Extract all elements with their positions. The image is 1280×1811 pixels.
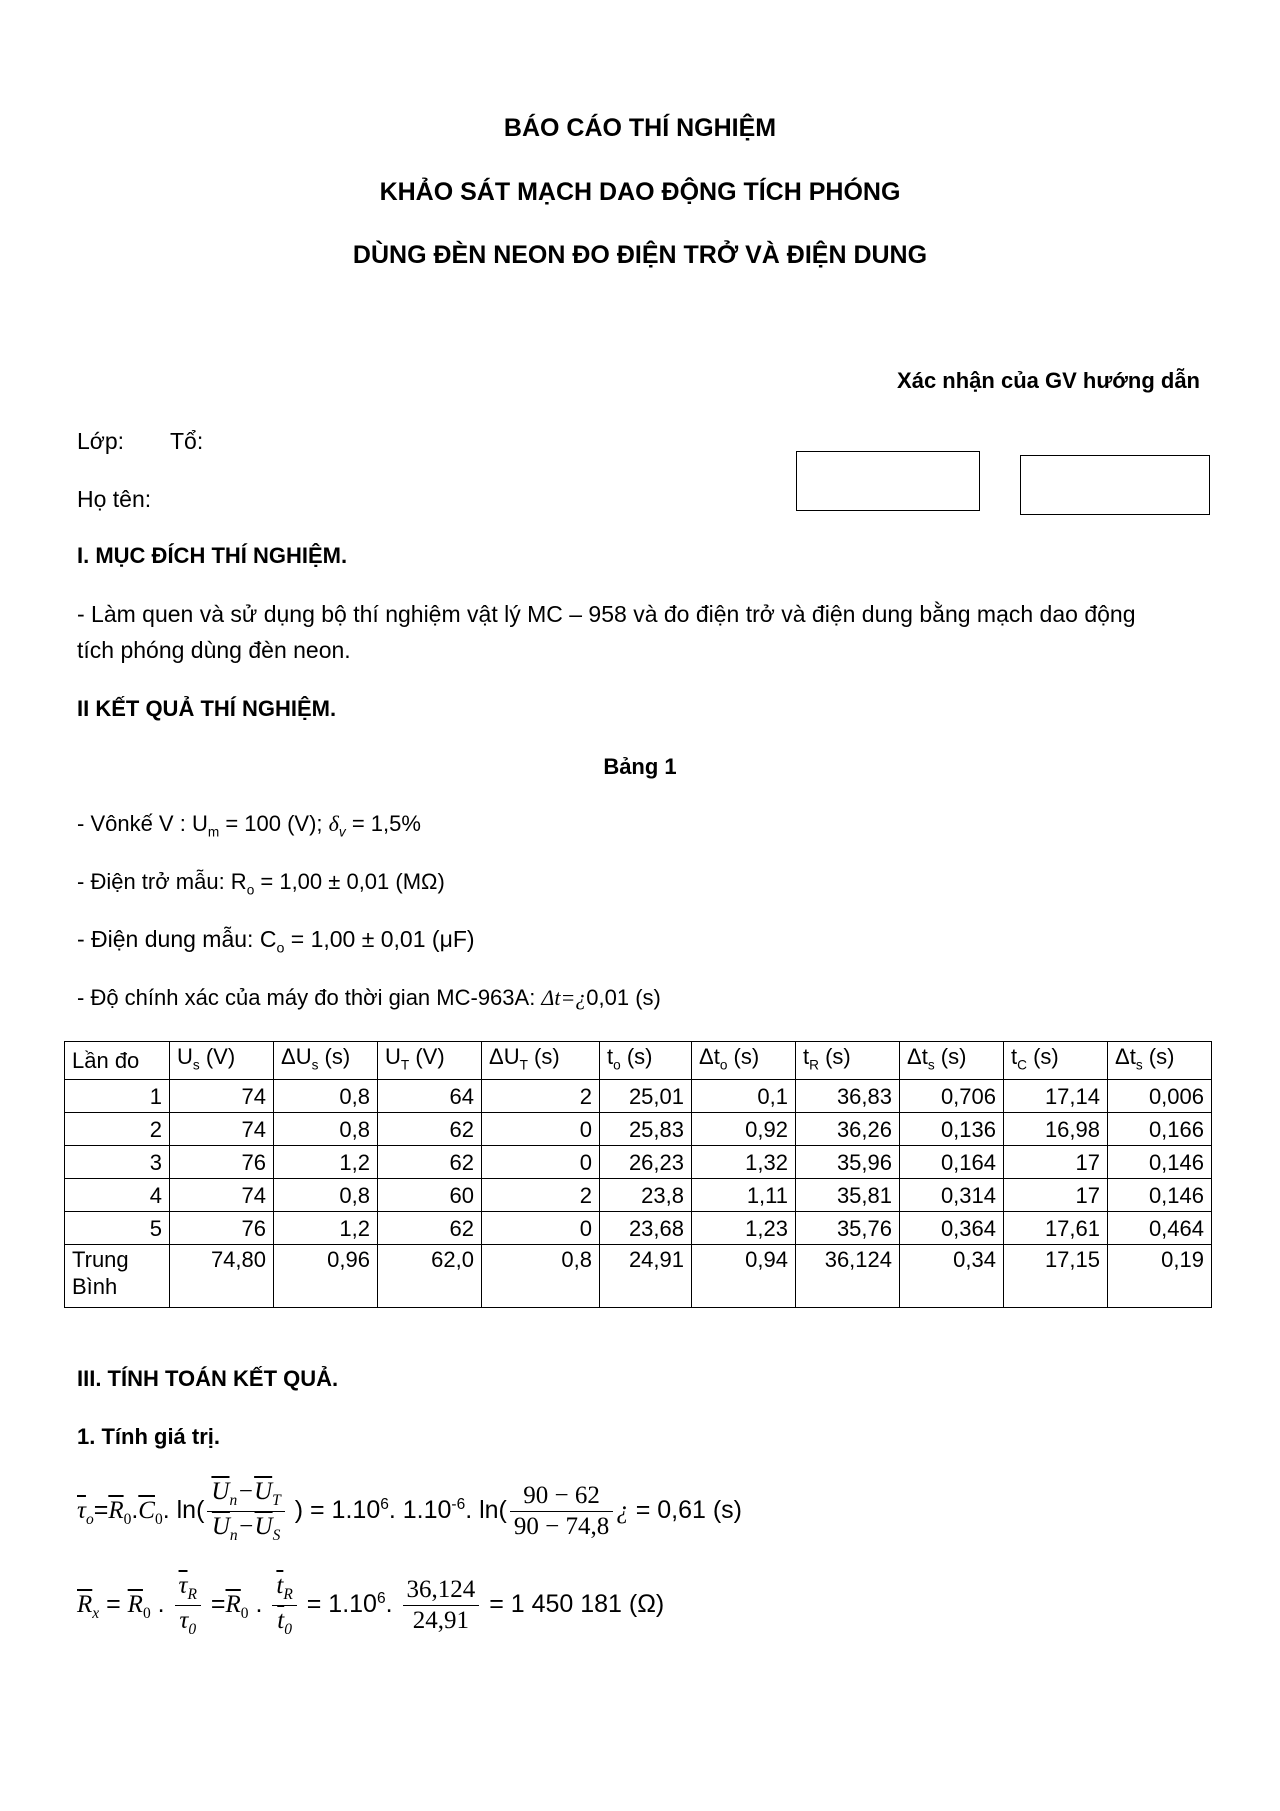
table-cell: 35,81 [796, 1179, 900, 1212]
table-cell: 17 [1004, 1146, 1108, 1179]
header-cell: $t_o$ (s) [600, 1042, 692, 1080]
table-cell: 0,006 [1108, 1080, 1212, 1113]
table-row [65, 1113, 1212, 1146]
average-cell: 0,8 [482, 1245, 600, 1308]
table-cell: 0,314 [900, 1179, 1004, 1212]
table-cell: 16,98 [1004, 1113, 1108, 1146]
table-header-row [65, 1042, 1212, 1080]
teacher-confirmation-label: Xác nhận của GV hướng dẫn [897, 368, 1200, 393]
table-cell: 0,166 [1108, 1113, 1212, 1146]
table-cell: 0,92 [692, 1113, 796, 1146]
table-cell: 2 [482, 1080, 600, 1113]
table-cell: 74 [170, 1113, 274, 1146]
table-cell: 1,11 [692, 1179, 796, 1212]
average-cell: 74,80 [170, 1245, 274, 1308]
header-cell: $U_T$ (V) [378, 1042, 482, 1080]
table-cell: 0,164 [900, 1146, 1004, 1179]
table-cell: 25,83 [600, 1113, 692, 1146]
table-row [65, 1080, 1212, 1113]
header-cell: $\Delta t_o$ (s) [692, 1042, 796, 1080]
table-cell: 0,706 [900, 1080, 1004, 1113]
header-cell: $t_C$ (s) [1004, 1042, 1108, 1080]
table-cell: 35,76 [796, 1212, 900, 1245]
table-cell: 25,01 [600, 1080, 692, 1113]
table-cell: 62 [378, 1146, 482, 1179]
table-cell: 5 [65, 1212, 170, 1245]
table-cell: 60 [378, 1179, 482, 1212]
section-1-heading: I. MỤC ĐÍCH THÍ NGHIỆM. [77, 543, 348, 568]
average-label: Trung Bình [65, 1245, 170, 1308]
table-cell: 1 [65, 1080, 170, 1113]
header-cell: $U_s$ (V) [170, 1042, 274, 1080]
table-cell: 0,8 [274, 1113, 378, 1146]
measurement-table [64, 1041, 1212, 1308]
purpose-line-2: tích phóng dùng đèn neon. [77, 637, 351, 663]
table-cell: 23,68 [600, 1212, 692, 1245]
voltmeter-spec: - Vônkế V : $U_m = 100$ (V); $\delta_v = 1,5\%$ [77, 811, 421, 840]
result-fraction: $\frac{36,124}{24,91}$ [403, 1576, 480, 1635]
table-cell: 36,83 [796, 1080, 900, 1113]
table-cell: 0,1 [692, 1080, 796, 1113]
table-cell: 64 [378, 1080, 482, 1113]
capacitor-spec: - Điện dung mẫu: $C_o = 1,00 \pm 0,01$ (μF) [77, 926, 475, 957]
header-cell: $t_R$ (s) [796, 1042, 900, 1080]
table-cell: 36,26 [796, 1113, 900, 1146]
tau-ratio-fraction: $\frac{\overline{\tau}_R}{\tau_0}$ [175, 1572, 201, 1639]
table-row [65, 1212, 1212, 1245]
table-title: Bảng 1 [603, 754, 677, 779]
table-row [65, 1146, 1212, 1179]
table-cell: 0,136 [900, 1113, 1004, 1146]
table-cell: 1,2 [274, 1212, 378, 1245]
table-cell: 0,146 [1108, 1146, 1212, 1179]
table-cell: 35,96 [796, 1146, 900, 1179]
table-cell: 62 [378, 1212, 482, 1245]
section-2-heading: II KẾT QUẢ THÍ NGHIỆM. [77, 696, 337, 721]
section-3-heading: III. TÍNH TOÁN KẾT QUẢ. [77, 1366, 339, 1391]
time-ratio-fraction: $\frac{\overline{t}_R}{\overline{t}_0}$ [272, 1572, 296, 1639]
average-cell: 62,0 [378, 1245, 482, 1308]
report-subtitle-1: KHẢO SÁT MẠCH DAO ĐỘNG TÍCH PHÓNG [379, 178, 901, 206]
average-cell: 0,96 [274, 1245, 378, 1308]
signature-box-1[interactable] [796, 451, 980, 511]
rx-formula: $\overline{R}_x = \overline{R}_0$ . $\frac{\overline{\tau}_R}{\tau_0}$ $=\overline{R}_0$ . $\frac{\overline{t}_R}{\overline{t}_0}$ = $1.10^6$. $\frac{36,124}{24,91}$ = 1 450 181 (Ω) [77, 1572, 665, 1638]
average-cell: 17,15 [1004, 1245, 1108, 1308]
table-cell: 0,364 [900, 1212, 1004, 1245]
table-cell: 0 [482, 1146, 600, 1179]
table-cell: 0 [482, 1113, 600, 1146]
table-cell: 1,32 [692, 1146, 796, 1179]
average-cell: 36,124 [796, 1245, 900, 1308]
table-cell: 4 [65, 1179, 170, 1212]
numeric-fraction: $\frac{90 - 62}{90 - 74,8}$ [510, 1482, 613, 1541]
timer-spec: - Độ chính xác của máy đo thời gian MC-963A: Δt=¿0,01 (s) [77, 985, 661, 1010]
table-cell: 2 [482, 1179, 600, 1212]
report-subtitle-2: DÙNG ĐÈN NEON ĐO ĐIỆN TRỞ VÀ ĐIỆN DUNG [352, 241, 928, 269]
table-cell: 0,146 [1108, 1179, 1212, 1212]
header-cell: $\Delta t_s$ (s) [900, 1042, 1004, 1080]
tau-formula: $\overline{\tau}_o=\overline{R}_0.\overline{C}_0$. ln( $\frac{\overline{U}_n-\overline{U}_T}{\overline{U}_n-\overline{U}_S}$ ) = $1.10^6$. $1.10^{-6}$. ln( $\frac{90 - 62}{90 - 74,8}$ ¿ = 0,61 (s) [77, 1478, 742, 1544]
table-cell: 0 [482, 1212, 600, 1245]
table-cell: 74 [170, 1179, 274, 1212]
table-cell: 74 [170, 1080, 274, 1113]
table-cell: 17,14 [1004, 1080, 1108, 1113]
table-cell: 0,8 [274, 1080, 378, 1113]
table-cell: 62 [378, 1113, 482, 1146]
table-cell: 3 [65, 1146, 170, 1179]
average-cell: 0,94 [692, 1245, 796, 1308]
report-title: BÁO CÁO THÍ NGHIỆM [503, 114, 777, 142]
resistor-spec: - Điện trở mẫu: $R_o = 1,00 \pm 0,01$ (MΩ) [77, 869, 445, 898]
table-cell: 26,23 [600, 1146, 692, 1179]
purpose-line-1: - Làm quen và sử dụng bộ thí nghiệm vật lý MC – 958 và đo điện trở và điện dung bằng mạch dao động [77, 601, 1136, 627]
header-cell: Lần đo [65, 1042, 170, 1080]
table-cell: 23,8 [600, 1179, 692, 1212]
section-3-subheading: 1. Tính giá trị. [77, 1424, 221, 1449]
table-cell: 17,61 [1004, 1212, 1108, 1245]
class-label: Lớp: [77, 428, 125, 454]
table-cell: 1,23 [692, 1212, 796, 1245]
table-cell: 2 [65, 1113, 170, 1146]
average-cell: 0,19 [1108, 1245, 1212, 1308]
average-cell: 0,34 [900, 1245, 1004, 1308]
table-cell: 76 [170, 1212, 274, 1245]
header-cell: $\Delta t_s$ (s) [1108, 1042, 1212, 1080]
table-average-row [65, 1245, 1212, 1308]
table-cell: 1,2 [274, 1146, 378, 1179]
table-cell: 17 [1004, 1179, 1108, 1212]
table-cell: 76 [170, 1146, 274, 1179]
table-cell: 0,464 [1108, 1212, 1212, 1245]
name-label: Họ tên: [77, 486, 152, 512]
table-row [65, 1179, 1212, 1212]
signature-box-2[interactable] [1020, 455, 1210, 515]
group-label: Tổ: [170, 428, 204, 454]
voltage-fraction: $\frac{\overline{U}_n-\overline{U}_T}{\overline{U}_n-\overline{U}_S}$ [207, 1478, 284, 1545]
header-cell: $\Delta U_T$ (s) [482, 1042, 600, 1080]
average-cell: 24,91 [600, 1245, 692, 1308]
table-cell: 0,8 [274, 1179, 378, 1212]
header-cell: $\Delta U_s$ (s) [274, 1042, 378, 1080]
